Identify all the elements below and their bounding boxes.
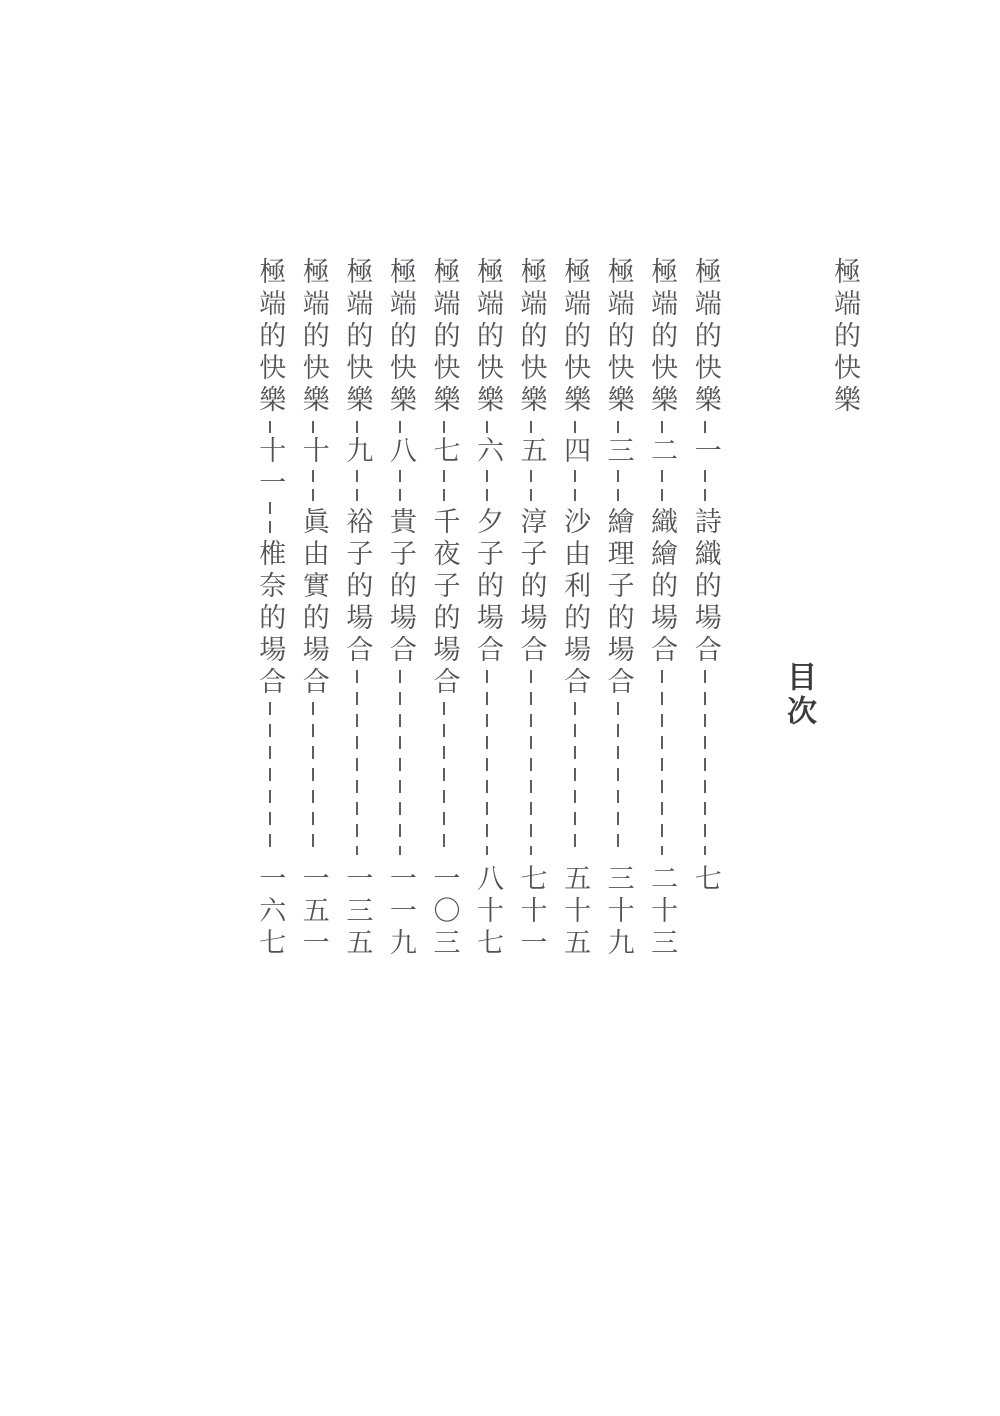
entry-chapter-name: 淳子的場合 (516, 507, 547, 667)
dash-separator (530, 421, 532, 433)
dashed-leader-line (530, 670, 532, 855)
entry-series-title: 極端的快樂 (342, 257, 373, 417)
dash-separator (356, 470, 358, 501)
entry-series-title: 極端的快樂 (603, 257, 634, 417)
entry-page-number: 一一九 (385, 864, 416, 960)
entry-chapter-number: 三 (603, 436, 634, 468)
entry-chapter-name: 沙由利的場合 (560, 507, 591, 699)
entry-chapter-name: 夕子的場合 (472, 507, 503, 667)
dashed-leader-line (269, 702, 271, 855)
entry-series-title: 極端的快樂 (255, 257, 286, 417)
entry-series-title: 極端的快樂 (690, 257, 721, 417)
dash-separator (269, 421, 271, 433)
toc-entry (509, 257, 553, 960)
entry-chapter-number: 一 (690, 436, 721, 468)
entry-chapter-number: 五 (516, 436, 547, 468)
dash-separator (574, 470, 576, 501)
entry-chapter-name: 裕子的場合 (342, 507, 373, 667)
entry-chapter-name: 千夜子的場合 (429, 507, 460, 699)
dash-separator (312, 470, 314, 501)
entry-page-number: 一三五 (342, 864, 373, 960)
dashed-leader-line (486, 670, 488, 855)
entry-series-title: 極端的快樂 (385, 257, 416, 417)
toc-entry (466, 257, 510, 960)
dashed-leader-line (574, 702, 576, 855)
dash-separator (704, 421, 706, 433)
dash-separator (704, 470, 706, 501)
entry-page-number: 二十三 (647, 864, 678, 960)
entry-chapter-number: 四 (560, 436, 591, 468)
dashed-leader-line (704, 670, 706, 855)
entry-series-title: 極端的快樂 (647, 257, 678, 417)
dashed-leader-line (617, 702, 619, 855)
dash-separator (486, 421, 488, 433)
dash-separator (443, 421, 445, 433)
dash-separator (661, 470, 663, 501)
entry-chapter-number: 六 (472, 436, 503, 468)
dashed-leader-line (356, 670, 358, 855)
entry-page-number: 五十五 (560, 864, 591, 960)
entry-chapter-name: 椎奈的場合 (255, 539, 286, 699)
dashed-leader-line (399, 670, 401, 855)
toc-entry (553, 257, 597, 960)
entry-chapter-number: 九 (342, 436, 373, 468)
toc-entry (248, 257, 292, 960)
entry-chapter-number: 二 (647, 436, 678, 468)
toc-entry (683, 257, 727, 960)
entry-series-title: 極端的快樂 (516, 257, 547, 417)
entry-series-title: 極端的快樂 (472, 257, 503, 417)
dashed-leader-line (661, 670, 663, 855)
toc-entry (379, 257, 423, 960)
entry-page-number: 八十七 (472, 864, 503, 960)
dash-separator (617, 421, 619, 433)
entry-chapter-number: 七 (429, 436, 460, 468)
entry-chapter-number: 十一 (255, 436, 286, 500)
dash-separator (443, 470, 445, 501)
entry-page-number: 一六七 (255, 864, 286, 960)
dashed-leader-line (443, 702, 445, 855)
entry-series-title: 極端的快樂 (429, 257, 460, 417)
toc-entry (422, 257, 466, 960)
dashed-leader-line (312, 702, 314, 855)
dash-separator (530, 470, 532, 501)
toc-entry (292, 257, 336, 960)
toc-entry (640, 257, 684, 960)
book-title: 極端的快樂 (830, 257, 860, 417)
entry-chapter-name: 繪理子的場合 (603, 507, 634, 699)
dash-separator (269, 502, 271, 533)
entry-chapter-number: 八 (385, 436, 416, 468)
toc-heading: 目次 (782, 661, 815, 729)
dash-separator (661, 421, 663, 433)
entry-chapter-name: 眞由實的場合 (298, 507, 329, 699)
entry-series-title: 極端的快樂 (560, 257, 591, 417)
dash-separator (312, 421, 314, 433)
entry-page-number: 一五一 (298, 864, 329, 960)
toc-entries (248, 257, 727, 960)
dash-separator (399, 470, 401, 501)
entry-page-number: 一〇三 (429, 864, 460, 960)
dash-separator (356, 421, 358, 433)
dash-separator (617, 470, 619, 501)
entry-chapter-name: 詩織的場合 (690, 507, 721, 667)
dash-separator (486, 470, 488, 501)
entry-chapter-name: 貴子的場合 (385, 507, 416, 667)
dash-separator (574, 421, 576, 433)
toc-entry (335, 257, 379, 960)
entry-page-number: 七 (690, 864, 721, 896)
entry-chapter-name: 織繪的場合 (647, 507, 678, 667)
entry-series-title: 極端的快樂 (298, 257, 329, 417)
entry-chapter-number: 十 (298, 436, 329, 468)
entry-page-number: 三十九 (603, 864, 634, 960)
entry-page-number: 七十一 (516, 864, 547, 960)
dash-separator (399, 421, 401, 433)
toc-entry (596, 257, 640, 960)
